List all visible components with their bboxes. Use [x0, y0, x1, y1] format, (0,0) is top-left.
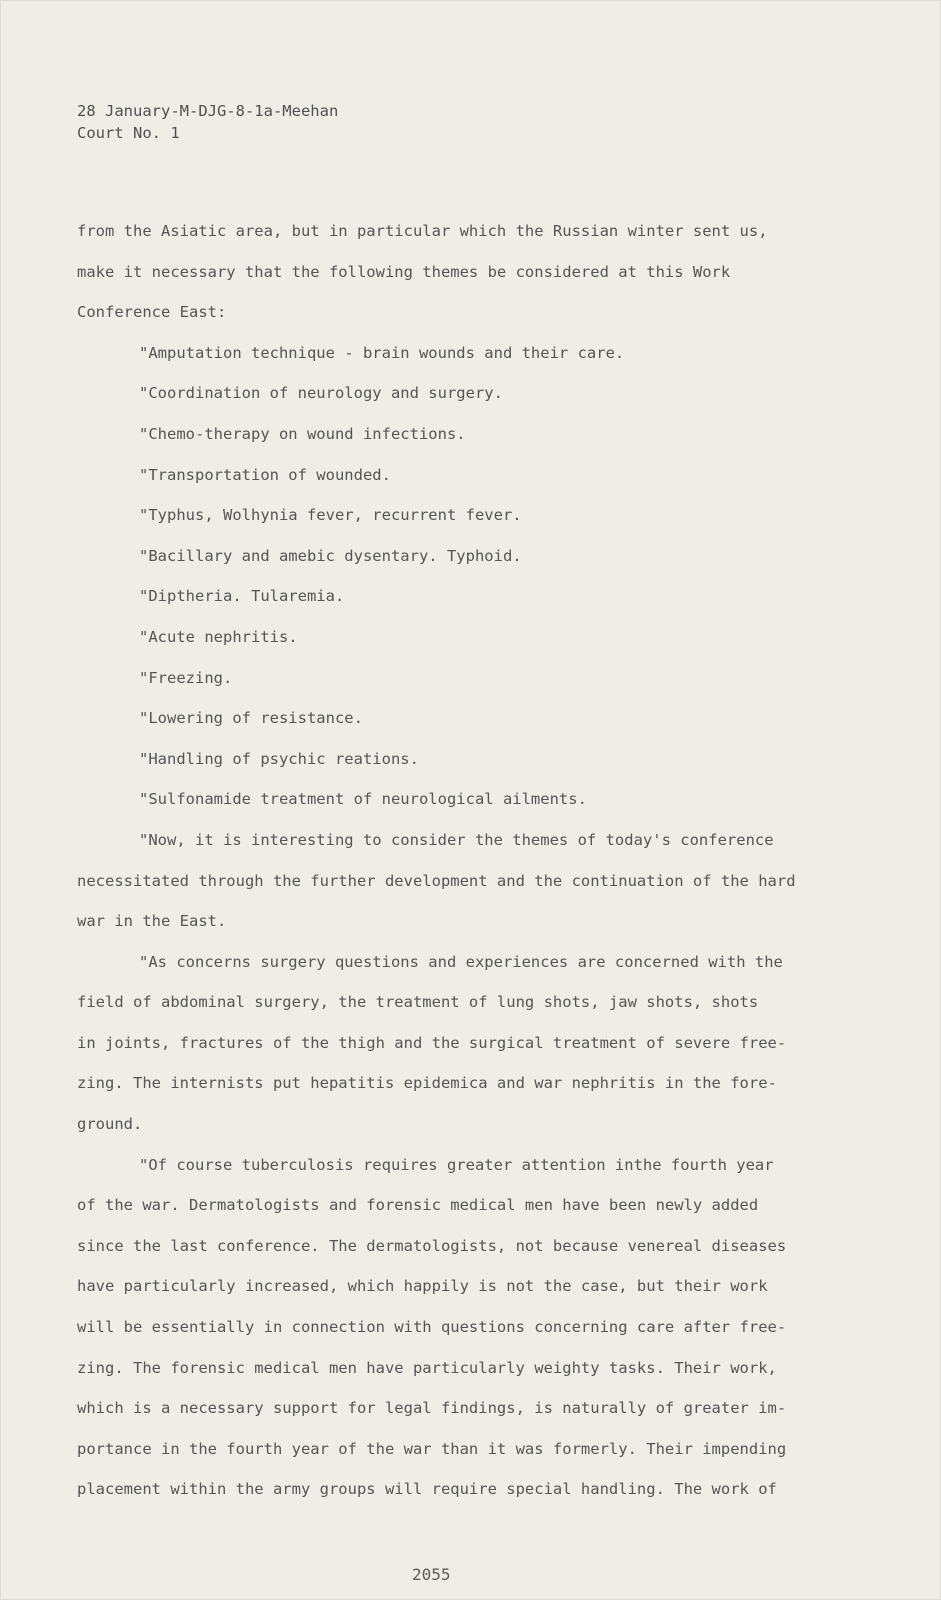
text-line: necessitated through the further development and the continuation of the hard	[77, 871, 796, 890]
text-line: Conference East:	[77, 303, 227, 322]
text-line: placement within the army groups will require special handling. The work of	[77, 1480, 777, 1499]
theme-item: "Handling of psychic reations.	[139, 749, 419, 768]
text-line: war in the East.	[77, 912, 227, 931]
text-line: ground.	[77, 1115, 143, 1134]
text-line: since the last conference. The dermatologists, not because venereal diseases	[77, 1236, 787, 1255]
text-line: zing. The internists put hepatitis epidemica and war nephritis in the fore-	[77, 1074, 777, 1093]
theme-item: "Diptheria. Tularemia.	[139, 587, 345, 606]
theme-item: "Chemo-therapy on wound infections.	[139, 424, 466, 443]
theme-item: "Coordination of neurology and surgery.	[139, 384, 503, 403]
theme-item: "Bacillary and amebic dysentary. Typhoid.	[139, 546, 522, 565]
transcript-body	[77, 221, 867, 1520]
reference-line: 28 January-M-DJG-8-1a-Meehan	[77, 102, 339, 120]
text-line: make it necessary that the following themes be considered at this Work	[77, 262, 731, 281]
theme-item: "Acute nephritis.	[139, 627, 298, 646]
paragraph-start: "Of course tuberculosis requires greater attention inthe fourth year	[139, 1155, 774, 1174]
paragraph-start: "As concerns surgery questions and experiences are concerned with the	[139, 952, 783, 971]
theme-item: "Amputation technique - brain wounds and their care.	[139, 343, 625, 362]
text-line: from the Asiatic area, but in particular which the Russian winter sent us,	[77, 222, 768, 240]
text-line: of the war. Dermatologists and forensic medical men have been newly added	[77, 1196, 759, 1215]
page-number: 2055	[412, 1565, 451, 1584]
theme-item: "Typhus, Wolhynia fever, recurrent fever.	[139, 506, 522, 525]
text-line: in joints, fractures of the thigh and the surgical treatment of severe free-	[77, 1033, 787, 1052]
theme-item: "Sulfonamide treatment of neurological ailments.	[139, 790, 587, 809]
text-line: field of abdominal surgery, the treatment of lung shots, jaw shots, shots	[77, 993, 759, 1012]
text-line: will be essentially in connection with questions concerning care after free-	[77, 1318, 787, 1337]
text-line: have particularly increased, which happily is not the case, but their work	[77, 1277, 768, 1296]
court-line: Court No. 1	[77, 124, 180, 142]
theme-item: "Transportation of wounded.	[139, 465, 391, 484]
document-header	[77, 100, 338, 144]
theme-item: "Lowering of resistance.	[139, 709, 363, 728]
text-line: portance in the fourth year of the war than it was formerly. Their impending	[77, 1439, 787, 1458]
text-line: zing. The forensic medical men have particularly weighty tasks. Their work,	[77, 1358, 777, 1377]
paragraph-start: "Now, it is interesting to consider the themes of today's conference	[139, 830, 774, 849]
theme-item: "Freezing.	[139, 668, 233, 687]
text-line: which is a necessary support for legal findings, is naturally of greater im-	[77, 1399, 787, 1418]
